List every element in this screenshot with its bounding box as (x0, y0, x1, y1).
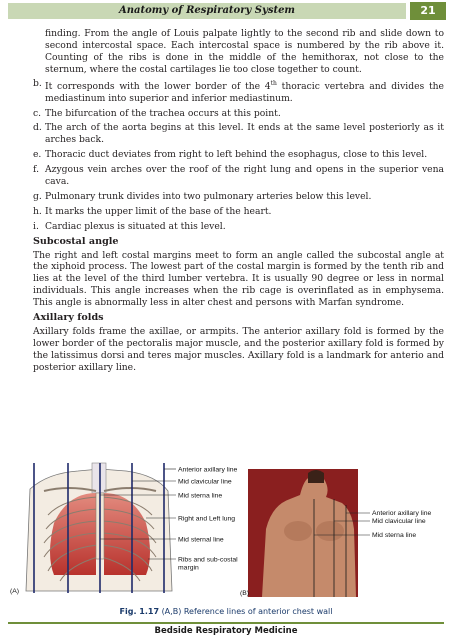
list-text: Azygous vein arches over the roof of the right lung and opens in the superior vena cava. (45, 164, 444, 188)
figure-panel-a (8, 463, 238, 595)
label-mid-clavicular-line: Mid clavicular line (178, 478, 232, 486)
running-header (0, 0, 452, 22)
list-item (33, 149, 444, 161)
caption-number: Fig. 1.17 (119, 607, 160, 616)
list-item (33, 78, 444, 105)
list-text: The arch of the aorta begins at this level. It ends at the same level posteriorly as it arches back. (45, 122, 444, 146)
list-text: Thoracic duct deviates from right to left behind the esophagus, close to this level. (45, 149, 428, 161)
photo-label-anterior-axillary-line: Anterior axillary line (372, 510, 432, 517)
caption-text: (A,B) Reference lines of anterior chest wall (161, 607, 333, 616)
list-marker: h. (33, 205, 42, 217)
list-item (33, 164, 444, 188)
figure-reference-lines (0, 463, 452, 613)
list-marker: i. (33, 220, 39, 232)
intro-paragraph: finding. From the angle of Louis palpate lightly to the second rib and slide down to second intercostal space. Each intercostal space is numbered by the rib above it. Counting of the ribs is done in the middle of the hemithorax, not close to the sternum, where the costal cartilages lie too close together to count. (45, 28, 444, 75)
head-hair (308, 470, 324, 483)
list-marker: f. (33, 164, 39, 176)
section-paragraph-subcostal-angle: The right and left costal margins meet to form an angle called the subcostal angle at the xiphoid process. The lowest part of the costal margin is formed by the tenth rib and lies at the level of the third lumber vertebra. It is usually 90 degree or less in normal individuals. This angle increases when the rib cage is overinflated as in emphysema. This angle is abnormally less in alter chest and persons with Marfan syndrome. (33, 249, 444, 309)
label-mid-sterna-line: Mid sterna line (178, 492, 223, 500)
list-item (33, 122, 444, 146)
right-pectoral (316, 521, 344, 541)
header-title: Anatomy of Respiratory System (118, 5, 296, 16)
label-ribs-subcostal-margin-cont: margin (178, 564, 199, 572)
label-right-left-lung: Right and Left lung (178, 515, 236, 523)
panel-b-tag: (B) (240, 590, 250, 597)
running-footer: Bedside Respiratory Medicine (154, 626, 298, 636)
list-text: Pulmonary trunk divides into two pulmonary arteries below this level. (45, 190, 372, 202)
section-paragraph-axillary-folds: Axillary folds frame the axillae, or armpits. The anterior axillary fold is formed by the lower border of the pectoralis major muscle, and the posterior axillary fold is formed by the latissimus dorsi and teres major muscles. Axillary fold is a landmark for anterio and posterior axillary line. (33, 326, 444, 373)
list-item (33, 191, 444, 203)
list-marker: e. (33, 149, 42, 161)
footer-rule (8, 622, 444, 624)
figure-caption (0, 607, 452, 616)
body-text (33, 28, 444, 376)
trachea (92, 463, 106, 493)
landmark-list (33, 78, 444, 233)
list-item (33, 108, 444, 120)
photo-label-mid-clavicular-line: Mid clavicular line (372, 518, 426, 525)
list-marker: c. (33, 107, 42, 119)
list-item (33, 206, 444, 218)
list-marker: b. (33, 77, 42, 89)
list-text: Cardiac plexus is situated at this level. (45, 220, 226, 232)
figure-panel-b (240, 469, 448, 597)
list-text: It corresponds with the lower border of the 4th thoracic vertebra and divides the mediastinum into superior and inferior mediastinum. (45, 79, 444, 104)
panel-a-tag: (A) (10, 588, 20, 595)
list-text: It marks the upper limit of the base of the heart. (45, 205, 272, 217)
page-number: 21 (410, 2, 446, 20)
left-pectoral (284, 521, 312, 541)
section-heading-subcostal-angle: Subcostal angle (33, 235, 119, 247)
label-mid-sternal-line: Mid sternal line (178, 536, 224, 544)
section-heading-axillary-folds: Axillary folds (33, 312, 104, 324)
list-marker: g. (33, 190, 42, 202)
list-item (33, 221, 444, 233)
list-marker: d. (33, 122, 42, 134)
label-anterior-axillary-line: Anterior axillary line (178, 466, 238, 474)
list-text: The bifurcation of the trachea occurs at this point. (45, 107, 281, 119)
label-ribs-subcostal-margin: Ribs and sub-costal (178, 556, 238, 564)
photo-label-mid-sterna-line: Mid sterna line (372, 532, 417, 539)
